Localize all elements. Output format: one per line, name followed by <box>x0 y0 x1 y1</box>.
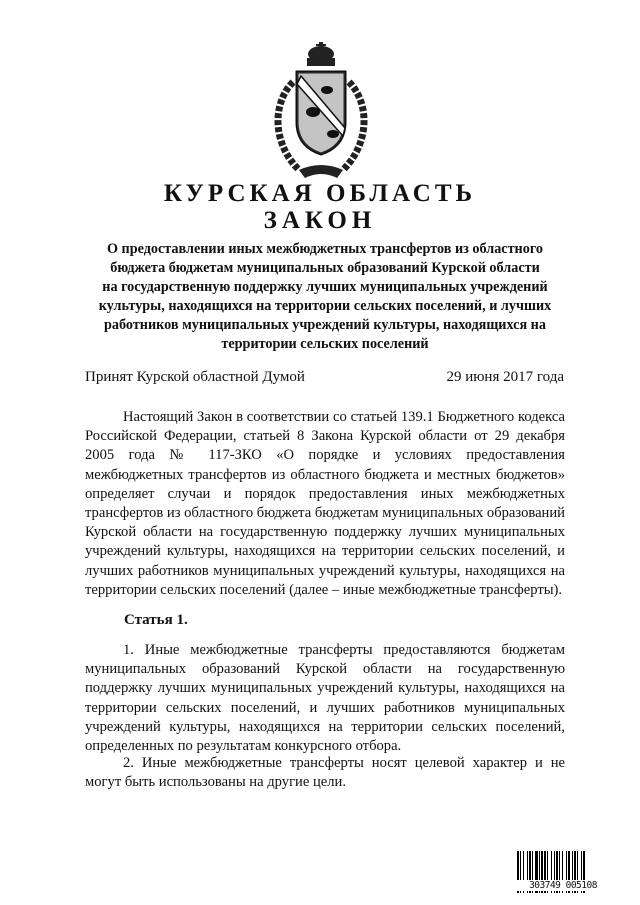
adopted-date: 29 июня 2017 года <box>446 369 564 385</box>
document-type-title: ЗАКОН <box>263 207 377 234</box>
heading-line: бюджета бюджетам муниципальных образований Курской области <box>110 260 540 276</box>
article-item-1: 1. Иные межбюджетные трансферты предоставляются бюджетам муниципальных образований Курской области на государственную поддержку лучших муниципальных учреждений культуры, находящихся на территории сельских поселений, и лучших работников муниципальных учреждений культуры, находящихся на территории сельских поселений, определенных по результатам конкурсного отбора. <box>85 642 565 755</box>
heading-line: на государственную поддержку лучших муниципальных учреждений <box>102 279 548 295</box>
heading-line: культуры, находящихся на территории сельских поселений, и лучших <box>98 298 552 314</box>
article-title: Статья 1. <box>124 612 188 628</box>
preamble-paragraph: Настоящий Закон в соответствии со статьей 139.1 Бюджетного кодекса Российской Федерации, статьей 8 Закона Курской области от 29 декабря 2005 года № 117-ЗКО «О порядке и условиях предоставления межбюджетных трансфертов из областного бюджета и местных бюджетов» определяет случаи и порядок предоставления иных межбюджетных трансфертов из областного бюджета бюджетам муниципальных образований Курской области на государственную поддержку лучших муниципальных учреждений культуры, находящихся на территории сельских поселений, и лучших работников муниципальных учреждений культуры, находящихся на территории сельских поселений (далее – иные межбюджетные трансферты). <box>85 409 565 598</box>
region-title: КУРСКАЯ ОБЛАСТЬ <box>163 180 477 207</box>
adopted-by: Принят Курской областной Думой <box>85 369 305 385</box>
heading-line: территории сельских поселений <box>221 336 429 352</box>
heading-line: О предоставлении иных межбюджетных трансфертов из областного <box>106 241 544 257</box>
heading-line: работников муниципальных учреждений культуры, находящихся на <box>104 317 546 333</box>
article-item-2: 2. Иные межбюджетные трансферты носят целевой характер и не могут быть использованы на другие цели. <box>85 755 565 791</box>
law-heading <box>85 240 565 354</box>
coat-of-arms-emblem <box>263 42 379 182</box>
barcode-number: 303749 005108 <box>514 880 612 891</box>
